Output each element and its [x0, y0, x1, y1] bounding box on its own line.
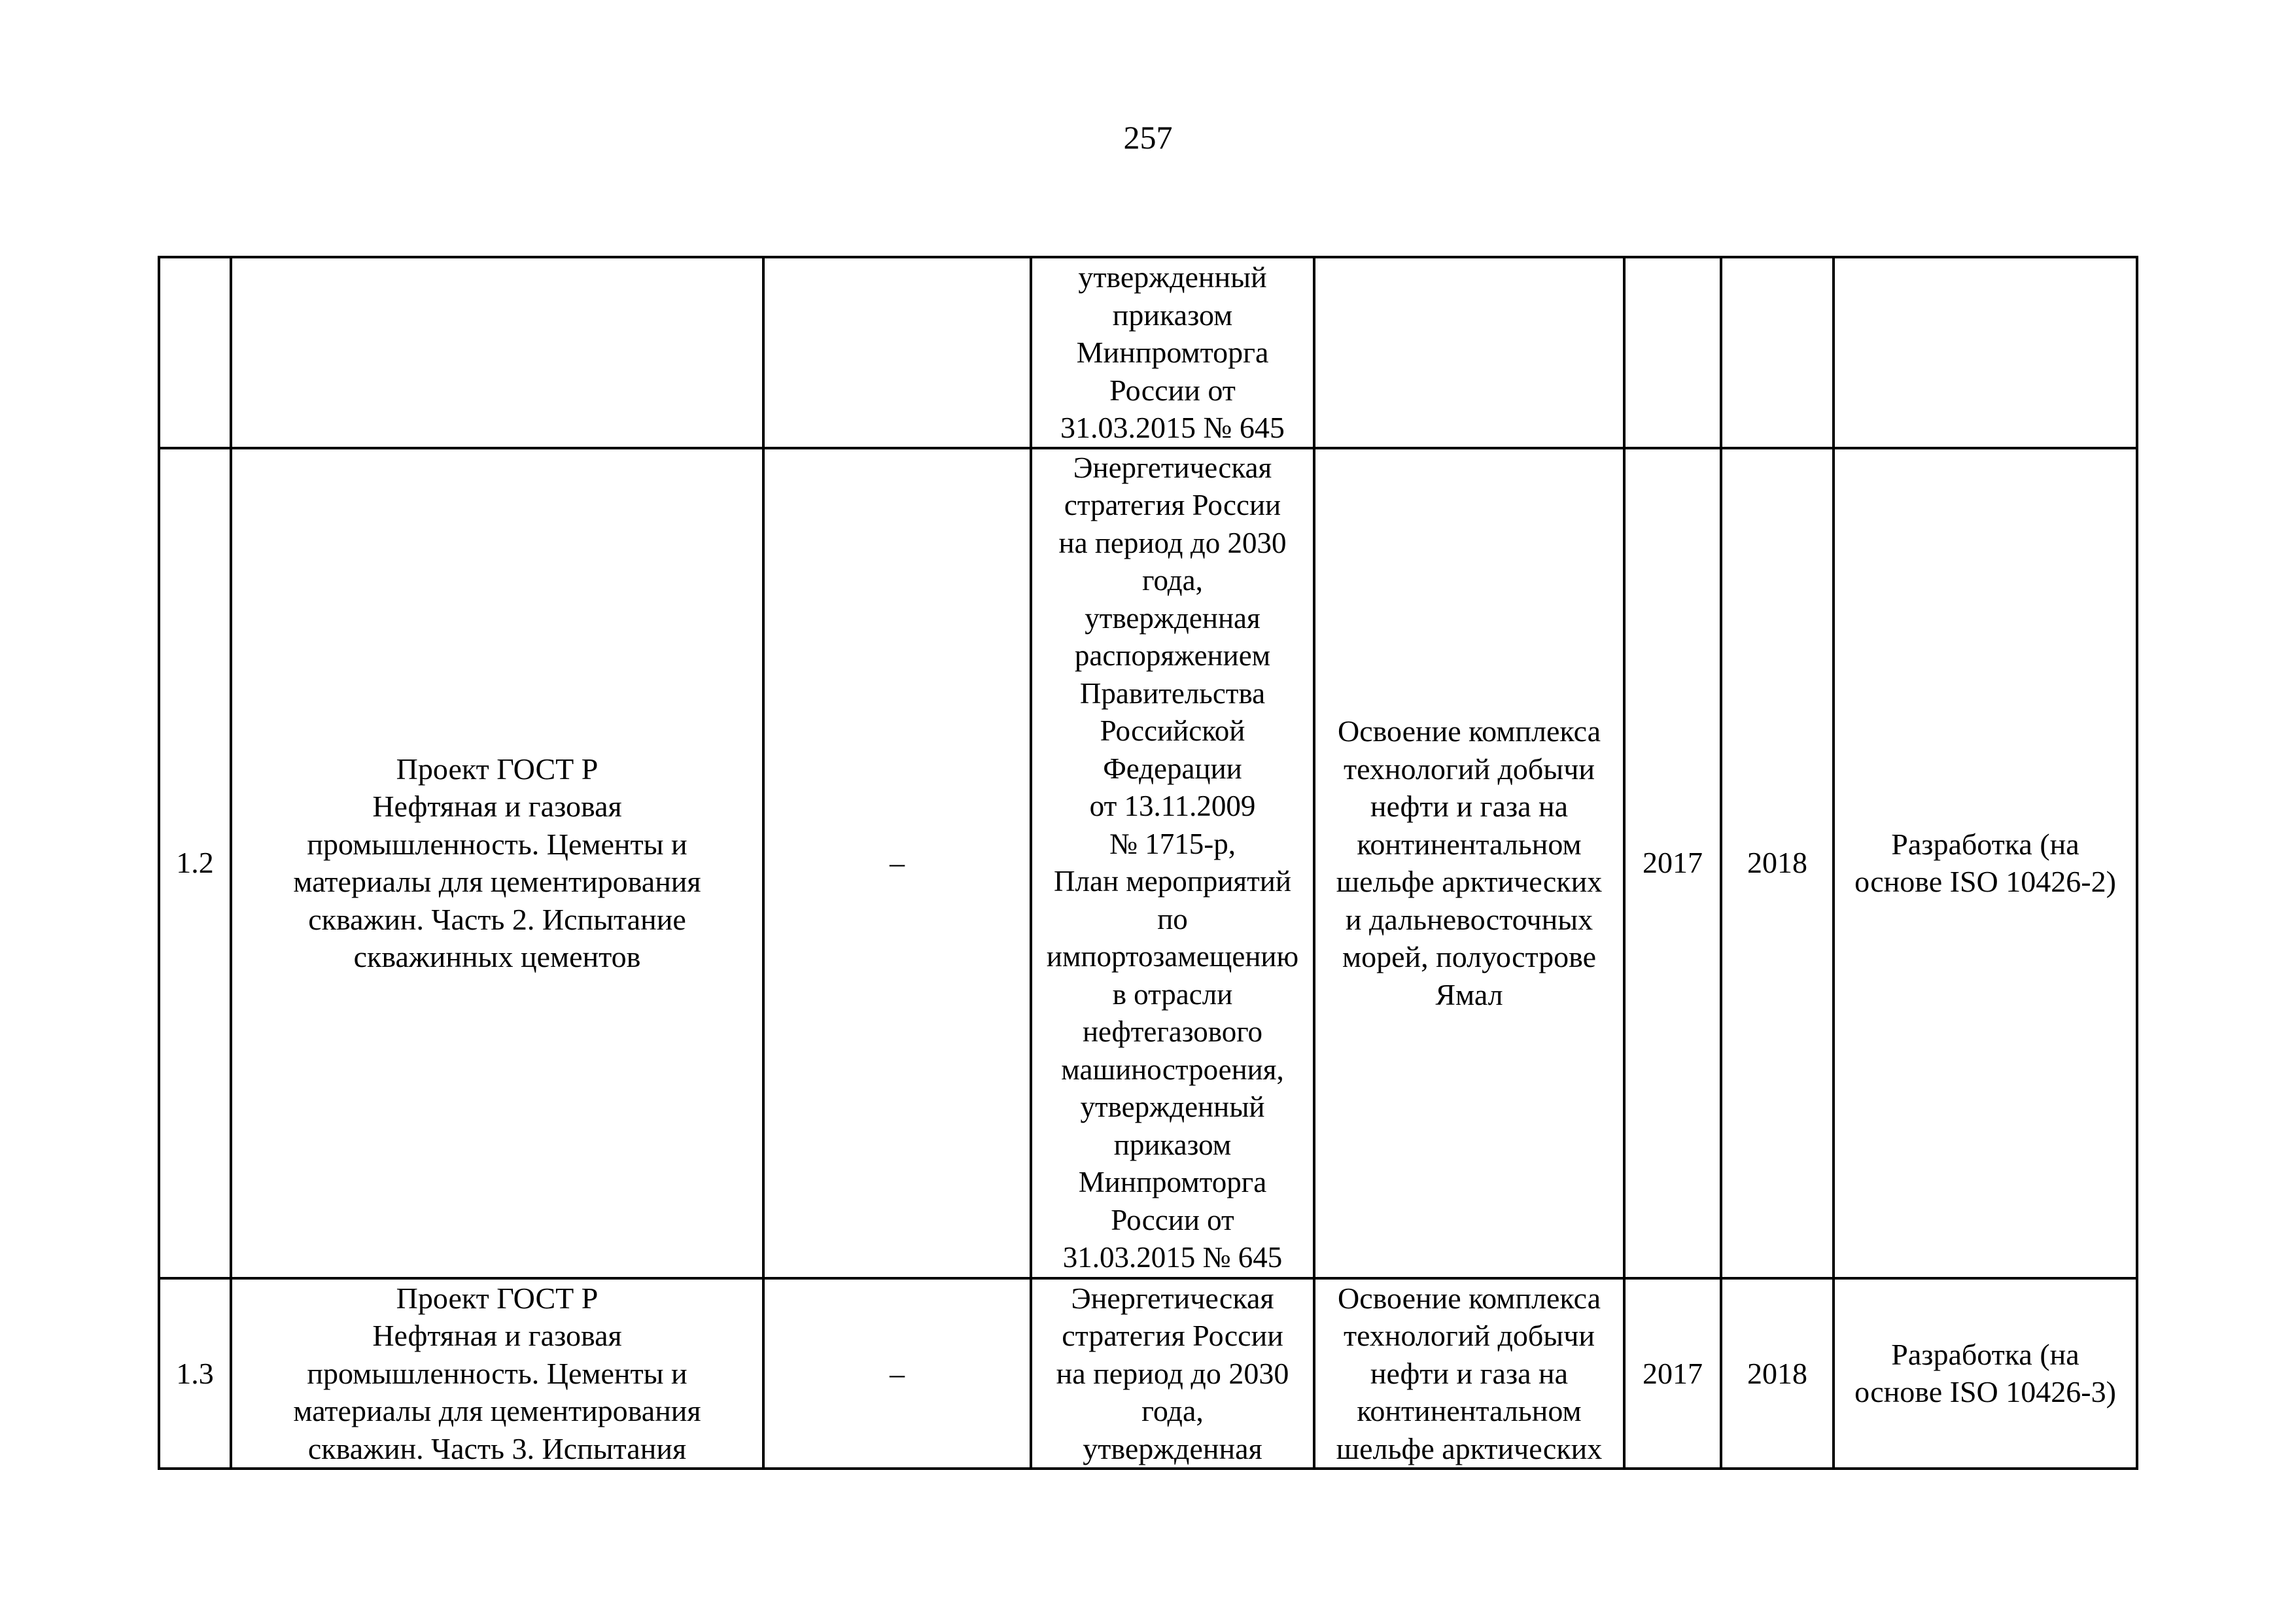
cell-number: 1.2: [159, 448, 231, 1278]
table-row: [159, 257, 2137, 448]
cell-number: 1.3: [159, 1278, 231, 1469]
page-number: 257: [1123, 119, 1173, 156]
cell-purpose: Освоение комплекса технологий добычи нефти и газа на континентальном шельфе арктических: [1314, 1278, 1624, 1469]
cell-code: –: [763, 448, 1031, 1278]
cell-title: Проект ГОСТ Р Нефтяная и газовая промышленность. Цементы и материалы для цементирования скважин. Часть 3. Испытания: [231, 1278, 763, 1469]
cell-code: [763, 257, 1031, 448]
cell-basis: Энергетическая стратегия России на период до 2030 года, утвержденная: [1031, 1278, 1314, 1469]
cell-work-type: Разработка (на основе ISO 10426-3): [1834, 1278, 2137, 1469]
table-row: [159, 448, 2137, 1278]
cell-basis: Энергетическая стратегия России на период до 2030 года, утвержденная распоряжением Правительства Российской Федерации от 13.11.2009 № 1715-р, План мероприятий по импортозамещению в отрасли нефтегазового машиностроения, утвержденный приказом Минпромторга России от 31.03.2015 № 645: [1031, 448, 1314, 1278]
cell-work-type: [1834, 257, 2137, 448]
cell-end-year: [1721, 257, 1834, 448]
cell-start-year: [1624, 257, 1721, 448]
cell-title: Проект ГОСТ Р Нефтяная и газовая промышленность. Цементы и материалы для цементирования скважин. Часть 2. Испытание скважинных цементов: [231, 448, 763, 1278]
cell-work-type: Разработка (на основе ISO 10426-2): [1834, 448, 2137, 1278]
cell-basis: утвержденный приказом Минпромторга России от 31.03.2015 № 645: [1031, 257, 1314, 448]
cell-purpose: [1314, 257, 1624, 448]
cell-end-year: 2018: [1721, 1278, 1834, 1469]
cell-number: [159, 257, 231, 448]
cell-start-year: 2017: [1624, 448, 1721, 1278]
standards-plan-table: [158, 256, 2138, 1470]
table-row: [159, 1278, 2137, 1469]
cell-start-year: 2017: [1624, 1278, 1721, 1469]
cell-end-year: 2018: [1721, 448, 1834, 1278]
cell-title: [231, 257, 763, 448]
cell-code: –: [763, 1278, 1031, 1469]
cell-purpose: Освоение комплекса технологий добычи нефти и газа на континентальном шельфе арктических и дальневосточных морей, полуострове Ямал: [1314, 448, 1624, 1278]
